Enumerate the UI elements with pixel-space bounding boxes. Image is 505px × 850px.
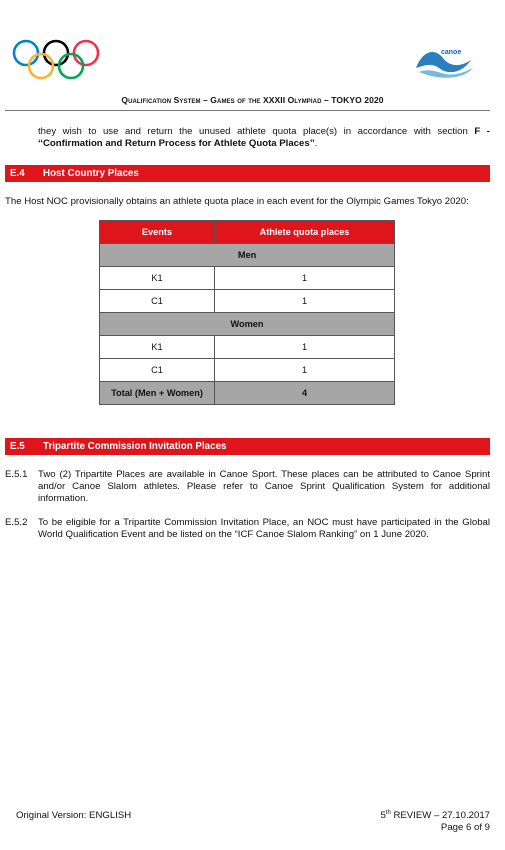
olympic-rings-logo: [12, 38, 102, 82]
section-title: Tripartite Commission Invitation Places: [43, 441, 227, 452]
group-label: Women: [100, 313, 395, 336]
logo-text: canoe: [441, 49, 462, 56]
section-e4-heading: [5, 165, 490, 182]
item-text: To be eligible for a Tripartite Commission Invitation Place, an NOC must have participated in the Global World Qualification Event and be listed on the “ICF Canoe Slalom Ranking” on 1 June 2020.: [38, 517, 490, 540]
continuation-paragraph: [38, 126, 490, 150]
header-quota: Athlete quota places: [215, 221, 395, 244]
group-row-women: [100, 313, 395, 336]
table-row: [100, 290, 395, 313]
table-row: [100, 336, 395, 359]
continuation-text: they wish to use and return the unused athlete quota place(s) in accordance with section: [38, 126, 475, 137]
total-value: 4: [215, 382, 395, 405]
section-title: Host Country Places: [43, 168, 139, 179]
footer-original-version: Original Version: ENGLISH: [16, 810, 132, 821]
quota-cell: 1: [215, 359, 395, 382]
event-cell: K1: [100, 336, 215, 359]
event-cell: C1: [100, 290, 215, 313]
quota-cell: 1: [215, 267, 395, 290]
table-row: [100, 267, 395, 290]
wave-icon: [413, 42, 479, 82]
host-intro-paragraph: The Host NOC provisionally obtains an athlete quota place in each event for the Olympic Games Tokyo 2020:: [5, 196, 469, 207]
event-cell: K1: [100, 267, 215, 290]
header-events: Events: [100, 221, 215, 244]
header-title-text: Qualification System – Games of the XXXII Olympiad – TOKYO 2020: [121, 95, 384, 105]
item-number: E.5.1: [5, 469, 28, 480]
review-text: REVIEW – 27.10.2017: [390, 810, 490, 821]
quota-table: [99, 220, 395, 405]
review-number: 5: [380, 810, 386, 821]
total-row: [100, 382, 395, 405]
icf-canoe-logo: [413, 42, 479, 82]
continuation-end: .: [314, 137, 318, 149]
document-header-title: [0, 95, 505, 105]
table-header-row: [100, 221, 395, 244]
item-text: Two (2) Tripartite Places are available in Canoe Sport. These places can be attributed to Canoe Sprint and/or Canoe Slalom athletes. Please refer to Canoe Sprint Qualification System for additional information.: [38, 469, 490, 504]
section-number: E.4: [10, 168, 25, 179]
event-cell: C1: [100, 359, 215, 382]
section-e5-heading: [5, 438, 490, 455]
footer-review: [380, 810, 490, 821]
group-label: Men: [100, 244, 395, 267]
group-row-men: [100, 244, 395, 267]
header-divider: [5, 110, 490, 111]
quota-cell: 1: [215, 336, 395, 359]
total-label: Total (Men + Women): [100, 382, 215, 405]
section-f-reference: F - ‘‘Confirmation and Return Process for Athlete Quota Places’’: [38, 126, 490, 149]
page-number: Page 6 of 9: [440, 822, 490, 833]
review-suffix: th: [385, 809, 391, 816]
quota-cell: 1: [215, 290, 395, 313]
table-row: [100, 359, 395, 382]
item-number: E.5.2: [5, 517, 28, 528]
section-number: E.5: [10, 441, 25, 452]
